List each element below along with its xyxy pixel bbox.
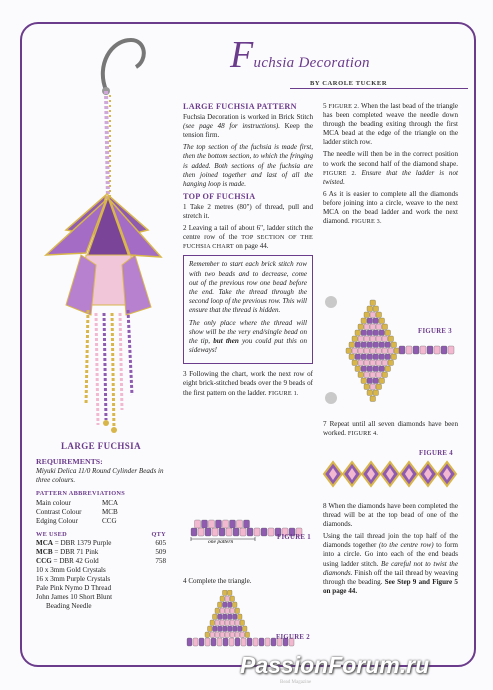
diamond-bead <box>382 348 388 354</box>
diamond-bead <box>352 360 358 366</box>
diamond-bead <box>373 306 379 312</box>
triangle-bead <box>218 614 223 620</box>
triangle-bead <box>235 620 240 626</box>
diamond-bead <box>376 360 382 366</box>
ladder-bead <box>413 346 419 354</box>
diamond-bead <box>358 360 364 366</box>
abbreviation-code: MCB <box>102 508 118 516</box>
we-used-row <box>36 548 166 557</box>
diamond-bead <box>379 354 385 360</box>
triangle-bead <box>220 596 225 602</box>
triangle-bead <box>225 596 230 602</box>
ladder-bead <box>233 528 239 536</box>
watermark: PassionForum.ru <box>240 652 430 678</box>
diamond-bead <box>370 348 376 354</box>
ladder-bead <box>247 528 253 536</box>
diamond-bead <box>364 312 370 318</box>
triangle-bead <box>218 626 223 632</box>
diamond-bead <box>382 324 388 330</box>
triangle-bead <box>215 608 220 614</box>
supply-item: Beading Needle <box>46 602 92 610</box>
step-8-block <box>323 502 458 599</box>
tip-paragraph-1: Remember to start each brick stitch row with two beads and to decrease, come out of the previous row one bead before the end. Take the thread through the second loop of the previous row. This will ensure that the thread is hidden. <box>189 260 307 314</box>
article-header <box>230 28 470 98</box>
triangle-bead <box>215 632 220 638</box>
abbreviation-code: CCG <box>102 517 117 525</box>
bead-quantity: 605 <box>155 539 166 547</box>
ladder-bead <box>226 528 232 536</box>
triangle-bead <box>243 626 248 632</box>
figure-1-diagram <box>183 515 313 547</box>
triangle-bead <box>228 602 233 608</box>
brick-bead <box>209 520 215 528</box>
diamond-bead <box>349 354 355 360</box>
triangle-bead <box>228 614 233 620</box>
ladder-bead <box>205 638 210 646</box>
step-7: 7 Repeat until all seven diamonds have been worked. FIGURE 4. <box>323 420 458 438</box>
diamond-bead <box>349 342 355 348</box>
ladder-bead <box>254 528 260 536</box>
triangle-bead <box>230 596 235 602</box>
abbreviation-code: MCA <box>102 499 119 507</box>
tip-box <box>183 255 313 364</box>
diamond-bead <box>373 366 379 372</box>
diamond-bead <box>361 342 367 348</box>
diamond-bead <box>382 372 388 378</box>
diamond-bead <box>367 330 373 336</box>
figure-4 <box>323 450 463 490</box>
ladder-bead <box>217 638 222 646</box>
supply-item: 16 x 3mm Purple Crystals <box>36 575 111 583</box>
brick-bead <box>202 520 208 528</box>
we-used-row <box>36 539 166 548</box>
large-fuchsia-title: LARGE FUCHSIA <box>61 441 141 451</box>
step-3: 3 Following the chart, work the next row of eight brick-stitched beads over the 9 beads of the first pattern on the ladder. FIGURE 1. <box>183 370 313 397</box>
triangle-bead <box>205 632 210 638</box>
diamond-bead <box>355 366 361 372</box>
triangle-bead <box>208 626 213 632</box>
byline: BY CAROLE TUCKER <box>310 80 388 87</box>
ladder-bead <box>420 346 426 354</box>
step-4-block <box>183 577 313 589</box>
brick-bead <box>195 520 201 528</box>
diamond-bead <box>382 360 388 366</box>
diamond-bead <box>388 360 394 366</box>
ladder-bead <box>261 528 267 536</box>
abbreviation-row <box>36 508 166 517</box>
diamond-bead <box>364 336 370 342</box>
triangle-bead <box>223 614 228 620</box>
figure-2 <box>183 590 313 652</box>
article-title <box>230 36 370 74</box>
abbreviation-label: Contrast Colour <box>36 508 82 516</box>
title-initial: F <box>230 34 254 76</box>
diamond-bead <box>373 330 379 336</box>
diamond-bead <box>370 336 376 342</box>
diamond-bead <box>364 384 370 390</box>
diamond-bead <box>358 372 364 378</box>
abbreviation-label: Main colour <box>36 499 71 507</box>
ladder-bead <box>193 638 198 646</box>
figure-1-label: one pattern <box>208 539 234 545</box>
figure-3 <box>323 290 463 405</box>
step-5-continued: The needle will then be in the correct position to work the second half of the diamond shape. FIGURE 2. Ensure that the ladder is not twisted. <box>323 150 458 186</box>
step-4: 4 Complete the triangle. <box>183 577 252 585</box>
triangle-bead <box>240 632 245 638</box>
triangle-bead <box>225 620 230 626</box>
diamond-bead <box>361 354 367 360</box>
brick-bead <box>244 520 250 528</box>
diamond-bead <box>382 336 388 342</box>
requirements-panel <box>36 442 166 611</box>
diamond-bead <box>385 330 391 336</box>
figure-1-caption: FIGURE 1 <box>277 534 311 541</box>
supply-item: 10 x 3mm Gold Crystals <box>36 566 106 574</box>
triangle-bead <box>210 620 215 626</box>
bead-code: MCA <box>36 539 53 547</box>
fuchsia-beadwork-photo <box>36 25 166 435</box>
diamond-bead <box>379 330 385 336</box>
triangle-bead <box>213 626 218 632</box>
extras-list <box>36 566 166 611</box>
ladder-bead <box>241 638 246 646</box>
diamond-bead <box>364 348 370 354</box>
middle-column <box>183 102 313 401</box>
step-1: 1 Take 2 metres (80") of thread, pull and stretch it. <box>183 202 313 221</box>
we-used-heading: WE USED <box>36 531 67 538</box>
ladder-bead <box>441 346 447 354</box>
title-rest: uchsia Decoration <box>253 55 370 71</box>
ladder-bead <box>259 638 264 646</box>
diamond-bead <box>379 378 385 384</box>
ladder-bead <box>187 638 192 646</box>
supply-item: John James 10 Short Blunt <box>36 593 113 601</box>
diamond-bead <box>370 300 376 306</box>
diamond-bead <box>373 318 379 324</box>
header-rule <box>290 88 468 89</box>
diamond-bead <box>376 384 382 390</box>
diamond-bead <box>364 372 370 378</box>
pattern-heading: LARGE FUCHSIA PATTERN <box>183 102 297 111</box>
diamond-bead <box>385 342 391 348</box>
triangle-bead <box>220 620 225 626</box>
ladder-bead <box>406 346 412 354</box>
diamond-bead <box>355 354 361 360</box>
diamond-bead <box>355 330 361 336</box>
right-column <box>323 102 458 229</box>
diamond-bead <box>352 336 358 342</box>
triangle-bead <box>228 590 233 596</box>
ladder-bead <box>199 638 204 646</box>
triangle-bead <box>235 632 240 638</box>
ladder-bead <box>205 528 211 536</box>
triangle-bead <box>223 590 228 596</box>
figure-1 <box>183 515 313 565</box>
top-of-fuchsia-heading: TOP OF FUCHSIA <box>183 191 256 201</box>
diamond-bead <box>361 366 367 372</box>
diamond-bead <box>370 372 376 378</box>
brick-bead <box>237 520 243 528</box>
abbreviation-row <box>36 499 166 508</box>
diamond-bead <box>376 348 382 354</box>
triangle-bead <box>215 620 220 626</box>
diamond-bead <box>361 318 367 324</box>
ladder-bead <box>399 346 405 354</box>
intro-paragraph: Fuchsia Decoration is worked in Brick Stitch (see page 48 for instructions). Keep the tension firm. <box>183 113 313 140</box>
diamond-bead <box>346 348 352 354</box>
abbreviations-list <box>36 499 166 526</box>
diamond-bead <box>367 306 373 312</box>
triangle-bead <box>230 608 235 614</box>
abbreviation-row <box>36 517 166 526</box>
ladder-bead <box>427 346 433 354</box>
qty-heading: QTY <box>151 531 166 538</box>
thread-spool-icon <box>325 296 337 308</box>
diamond-bead <box>373 390 379 396</box>
bead-description: = DBR 1379 Purple <box>52 539 112 547</box>
ladder-bead <box>229 638 234 646</box>
ladder-bead <box>268 528 274 536</box>
triangle-bead <box>230 620 235 626</box>
step-2: 2 Leaving a tail of about 6", ladder stitch the centre row of the TOP SECTION OF THE FUCHSIA CHART on page 44. <box>183 224 313 251</box>
diamond-bead <box>379 342 385 348</box>
diamond-bead <box>391 342 397 348</box>
diamond-bead <box>361 330 367 336</box>
ladder-bead <box>223 638 228 646</box>
figure-2-caption: FIGURE 2 <box>276 634 310 641</box>
diamond-bead <box>379 366 385 372</box>
we-used-list <box>36 539 166 566</box>
ladder-bead <box>265 638 270 646</box>
bead-description: = DBR 71 Pink <box>52 548 99 556</box>
triangle-bead <box>233 602 238 608</box>
step-8: 8 When the diamonds have been completed the thread will be at the top bead of one of the diamonds. <box>323 502 458 529</box>
diamond-bead <box>367 342 373 348</box>
triangle-bead <box>238 614 243 620</box>
triangle-bead <box>223 602 228 608</box>
triangle-bead <box>213 614 218 620</box>
bead-description: = DBR 42 Gold <box>51 557 99 565</box>
bead-code: CCG <box>36 557 52 565</box>
diamond-bead <box>367 354 373 360</box>
figure-4-caption: FIGURE 4 <box>419 450 453 457</box>
triangle-bead <box>233 614 238 620</box>
triangle-bead <box>238 626 243 632</box>
triangle-bead <box>230 632 235 638</box>
diamond-bead <box>376 312 382 318</box>
diamond-bead <box>364 324 370 330</box>
ladder-bead <box>191 528 197 536</box>
figure-3-diagram <box>323 290 463 405</box>
figure-4-diagram <box>323 460 463 490</box>
diamond-bead <box>370 396 376 402</box>
we-used-header <box>36 530 166 539</box>
brick-bead <box>223 520 229 528</box>
thread-spool-icon <box>325 392 337 404</box>
diamond-bead <box>388 336 394 342</box>
diamond-bead <box>373 354 379 360</box>
triangle-bead <box>225 632 230 638</box>
ladder-bead <box>219 528 225 536</box>
tip-paragraph-2: The only place where the thread will show will be the very end/single bead on the tip, but then you could put this on sideways! <box>189 318 307 355</box>
bead-quantity: 758 <box>155 557 166 565</box>
triangle-bead <box>223 626 228 632</box>
ladder-bead <box>434 346 440 354</box>
ladder-bead <box>212 528 218 536</box>
step-8-continued: Using the tail thread join the top half of the diamonds together (to the centre row) to form into a circle. Go into each of the end beads using ladder stitch. Be careful not to twist the diamonds. Finish off the tail thread by weaving through the beading. See Step 9 and Figure 5 on page 44. <box>323 532 459 595</box>
triangle-bead <box>245 632 250 638</box>
brick-bead <box>230 520 236 528</box>
diamond-bead <box>358 324 364 330</box>
diamond-bead <box>355 342 361 348</box>
triangle-bead <box>228 626 233 632</box>
diamond-bead <box>394 348 400 354</box>
diamond-bead <box>367 366 373 372</box>
triangle-bead <box>218 602 223 608</box>
abbreviation-label: Edging Colour <box>36 517 78 525</box>
triangle-bead <box>233 626 238 632</box>
triangle-bead <box>240 620 245 626</box>
diamond-bead <box>376 336 382 342</box>
diamond-bead <box>370 312 376 318</box>
diamond-bead <box>373 342 379 348</box>
step-7-block <box>323 420 458 441</box>
ladder-bead <box>211 638 216 646</box>
triangle-bead <box>210 632 215 638</box>
diamond-bead <box>370 360 376 366</box>
diamond-bead <box>370 324 376 330</box>
step-5: 5 FIGURE 2. When the last bead of the triangle has been completed weave the needle down through the beading exiting through the first MCA bead at the edge of the triangle on the ladder stitch row. <box>323 102 459 147</box>
diamond-bead <box>358 336 364 342</box>
triangle-bead <box>225 608 230 614</box>
diamond-bead <box>367 390 373 396</box>
diamond-bead <box>379 318 385 324</box>
diamond-bead <box>352 348 358 354</box>
requirements-heading: REQUIREMENTS: <box>36 457 103 466</box>
ladder-bead <box>253 638 258 646</box>
diamond-bead <box>376 372 382 378</box>
diamond-bead <box>373 378 379 384</box>
ladder-bead <box>235 638 240 646</box>
diamond-bead <box>376 324 382 330</box>
diamond-bead <box>364 360 370 366</box>
diamond-bead <box>391 354 397 360</box>
ladder-bead <box>247 638 252 646</box>
diamond-bead <box>385 366 391 372</box>
we-used-row <box>36 557 166 566</box>
ladder-bead <box>240 528 246 536</box>
diamond-bead <box>367 378 373 384</box>
footer-text: Bead Magazine <box>280 680 312 685</box>
diamond-bead <box>385 354 391 360</box>
requirements-text: Miyuki Delica 11/0 Round Cylinder Beads in three colours. <box>36 467 164 484</box>
diamond-bead <box>358 348 364 354</box>
triangle-bead <box>220 632 225 638</box>
triangle-bead <box>235 608 240 614</box>
diamond-bead <box>370 384 376 390</box>
ladder-bead <box>448 346 454 354</box>
bead-code: MCB <box>36 548 53 556</box>
bead-quantity: 509 <box>155 548 166 556</box>
triangle-bead <box>220 608 225 614</box>
figure-3-caption: FIGURE 3 <box>418 328 452 335</box>
supply-item: Pale Pink Nymo D Thread <box>36 584 112 592</box>
diamond-bead <box>361 378 367 384</box>
diamond-bead <box>388 348 394 354</box>
abbreviations-heading: PATTERN ABBREVIATIONS <box>36 490 126 497</box>
diamond-bead <box>367 318 373 324</box>
ladder-bead <box>198 528 204 536</box>
figure-2-diagram <box>183 590 313 652</box>
method-paragraph: The top section of the fuchsia is made first, then the bottom section, to which the fringing is added. Both sections of the fuchsia are then joined together and last of all the hanging loop is made. <box>183 143 313 188</box>
brick-bead <box>216 520 222 528</box>
step-6: 6 As it is easier to complete all the diamonds before joining into a circle, weave to the next MCA on the bead ladder and work the next diamond. FIGURE 3. <box>323 189 458 226</box>
